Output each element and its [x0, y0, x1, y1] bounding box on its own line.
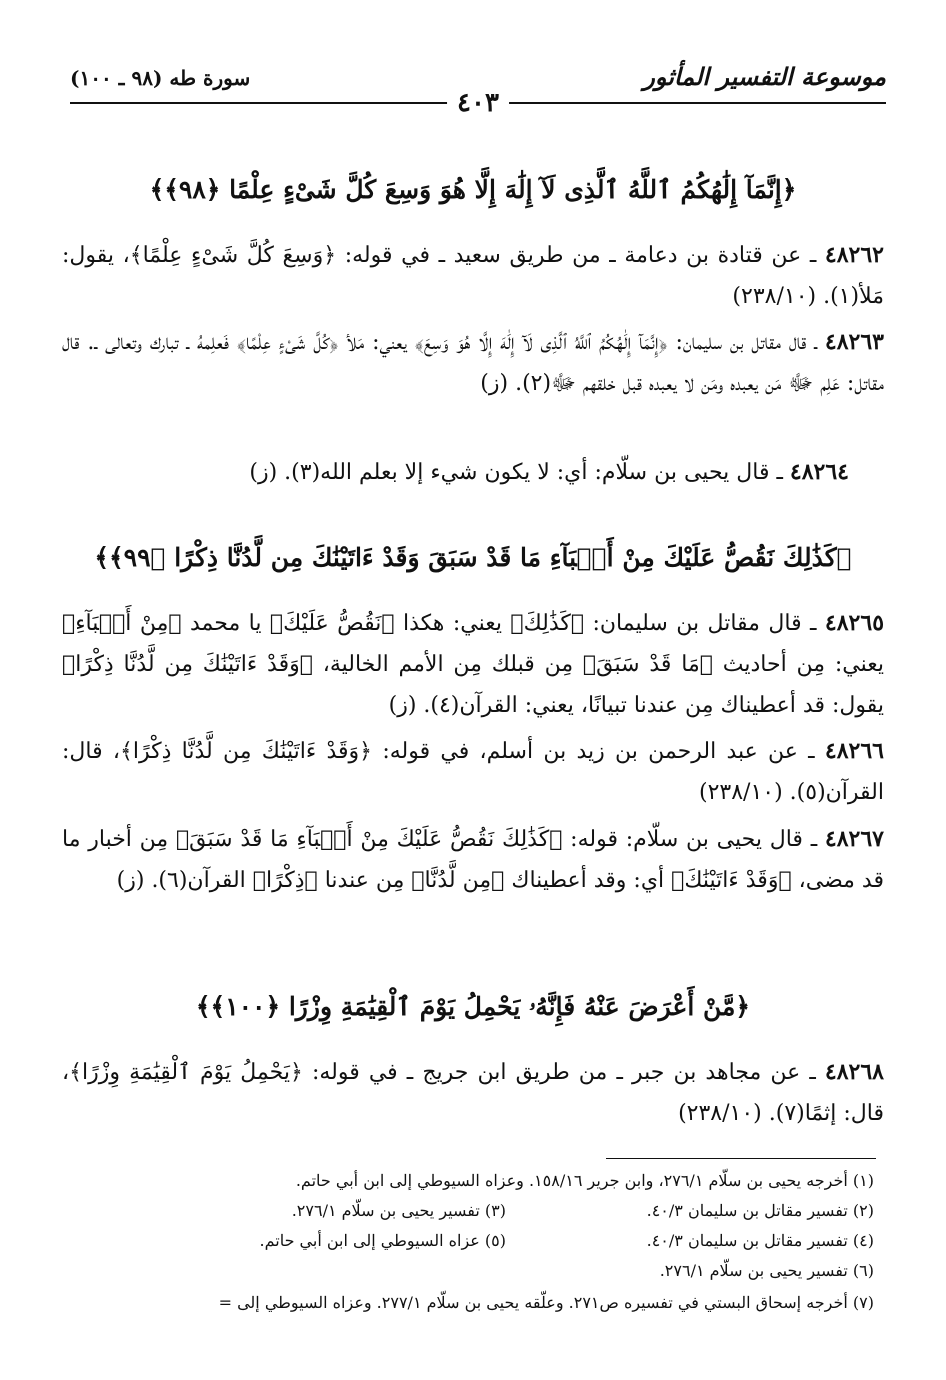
book-title: موسوعة التفسير المأثور	[643, 62, 886, 91]
footnote-3: (٣) تفسير يحيى بن سلّام ٢٧٦/١.	[291, 1201, 506, 1220]
entry-48267	[62, 819, 884, 942]
entry-48264	[62, 452, 884, 493]
ayah-98: ﴿إِنَّمَآ إِلَٰهُكُمُ ٱللَّهُ ٱلَّذِى لَآ إِلَٰهَ إِلَّا هُوَ وَسِعَ كُلَّ شَىْءٍ عِلْمًا ﴿٩٨﴾﴾	[149, 175, 797, 204]
entry-48263	[62, 322, 884, 445]
footnote-1: (١) أخرجه يحيى بن سلّام ٢٧٦/١، وابن جرير ١٥٨/١٦. وعزاه السيوطي إلى ابن أبي حاتم.	[295, 1171, 874, 1190]
entry-number: ٤٨٢٦٧	[824, 826, 884, 852]
entry-48265	[62, 603, 884, 726]
entry-text: ـ قال مقاتل بن سليمان: ﴿كَذَٰلِكَ﴾ يعني: هكذا ﴿نَقُصُّ عَلَيْكَ﴾ يا محمد ﴿مِنْ أَنۢبَآءِ﴾ يعني: مِن أحاديث ﴿مَا قَدْ سَبَقَ﴾ مِن قبلك مِن الأمم الخالية، ﴿وَقَدْ ءَاتَيْنَٰكَ مِن لَّدُنَّا ذِكْرًا﴾ يقول: قد أعطيناك مِن عندنا تبيانًا، يعني: القرآن(٤). (ز)	[62, 611, 884, 718]
entry-number: ٤٨٢٦٨	[824, 1059, 884, 1085]
entry-48266	[62, 731, 884, 813]
footnote-4: (٤) تفسير مقاتل بن سليمان ٤٠/٣.	[646, 1231, 874, 1250]
footnote-5: (٥) عزاه السيوطي إلى ابن أبي حاتم.	[259, 1231, 506, 1250]
entry-number: ٤٨٢٦٤	[789, 459, 849, 485]
entry-48268	[62, 1052, 884, 1134]
entry-text: ـ قال مقاتل بن سليمان: ﴿إِنَّمَآ إِلَٰهُكُمُ ٱللَّهُ ٱلَّذِى لَآ إِلَٰهَ إِلَّا هُوَ وَسِعَ﴾ يعني: مَلأ ﴿كُلَّ شَىْءٍ عِلْمًا﴾ فَعلِمهُ ـ تبارك وتعالى ـ. قال مقاتل: عَلِم ﷻ مَن يعبده ومَن لا يعبده قبل خلقهم ﷻ(٢). (ز)	[62, 330, 884, 396]
surah-range: سورة طه (٩٨ ـ ١٠٠)	[70, 66, 251, 90]
entry-text: ـ قال يحيى بن سلّام: أي: لا يكون شيء إلا بعلم الله(٣). (ز)	[249, 460, 783, 485]
entry-text: ـ عن قتادة بن دعامة ـ من طريق سعيد ـ في قوله: ﴿وَسِعَ كُلَّ شَىْءٍ عِلْمًا﴾، يقول: مَلأ(١). (٢٣٨/١٠)	[62, 243, 884, 309]
footnote-rule	[606, 1158, 876, 1159]
entry-number: ٤٨٢٦٦	[824, 738, 884, 764]
footnote-2: (٢) تفسير مقاتل بن سليمان ٤٠/٣.	[646, 1201, 874, 1220]
entry-48262	[62, 235, 884, 315]
entry-text: ـ عن عبد الرحمن بن زيد بن أسلم، في قوله: ﴿وَقَدْ ءَاتَيْنَٰكَ مِن لَّدُنَّا ذِكْرًا﴾، قال: القرآن(٥). (٢٣٨/١٠)	[62, 739, 884, 805]
entry-number: ٤٨٢٦٣	[824, 329, 884, 355]
entry-number: ٤٨٢٦٢	[824, 242, 884, 268]
running-header	[70, 62, 886, 122]
entry-text: ـ عن مجاهد بن جبر ـ من طريق ابن جريج ـ في قوله: ﴿يَحْمِلُ يَوْمَ ٱلْقِيَٰمَةِ وِزْرًا﴾، قال: إثمًا(٧). (٢٣٨/١٠)	[62, 1060, 884, 1126]
ayah-100: ﴿مَّنْ أَعْرَضَ عَنْهُ فَإِنَّهُۥ يَحْمِلُ يَوْمَ ٱلْقِيَٰمَةِ وِزْرًا ﴿١٠٠﴾﴾	[195, 992, 751, 1021]
footnote-6: (٦) تفسير يحيى بن سلّام ٢٧٦/١.	[659, 1261, 874, 1280]
page-number: ٤٠٣	[447, 88, 509, 118]
entry-number: ٤٨٢٦٥	[824, 610, 885, 636]
entry-text: ـ قال يحيى بن سلّام: قوله: ﴿كَذَٰلِكَ نَقُصُّ عَلَيْكَ مِنْ أَنۢبَآءِ مَا قَدْ سَبَقَ﴾ مِن أخبار ما قد مضى، ﴿وَقَدْ ءَاتَيْنَٰكَ﴾ أي: وقد أعطيناك ﴿مِن لَّدُنَّا﴾ مِن عندنا ﴿ذِكْرًا﴾ القرآن(٦). (ز)	[62, 827, 884, 893]
footnote-7: (٧) أخرجه إسحاق البستي في تفسيره ص٢٧١. وعلّقه يحيى بن سلّام ٢٧٧/١. وعزاه السيوطي إلى =	[218, 1293, 874, 1312]
ayah-99: ﴿كَذَٰلِكَ نَقُصُّ عَلَيْكَ مِنْ أَنۢبَآءِ مَا قَدْ سَبَقَ وَقَدْ ءَاتَيْنَٰكَ مِن لَّدُنَّا ذِكْرًا ﴿٩٩﴾﴾	[94, 543, 852, 572]
